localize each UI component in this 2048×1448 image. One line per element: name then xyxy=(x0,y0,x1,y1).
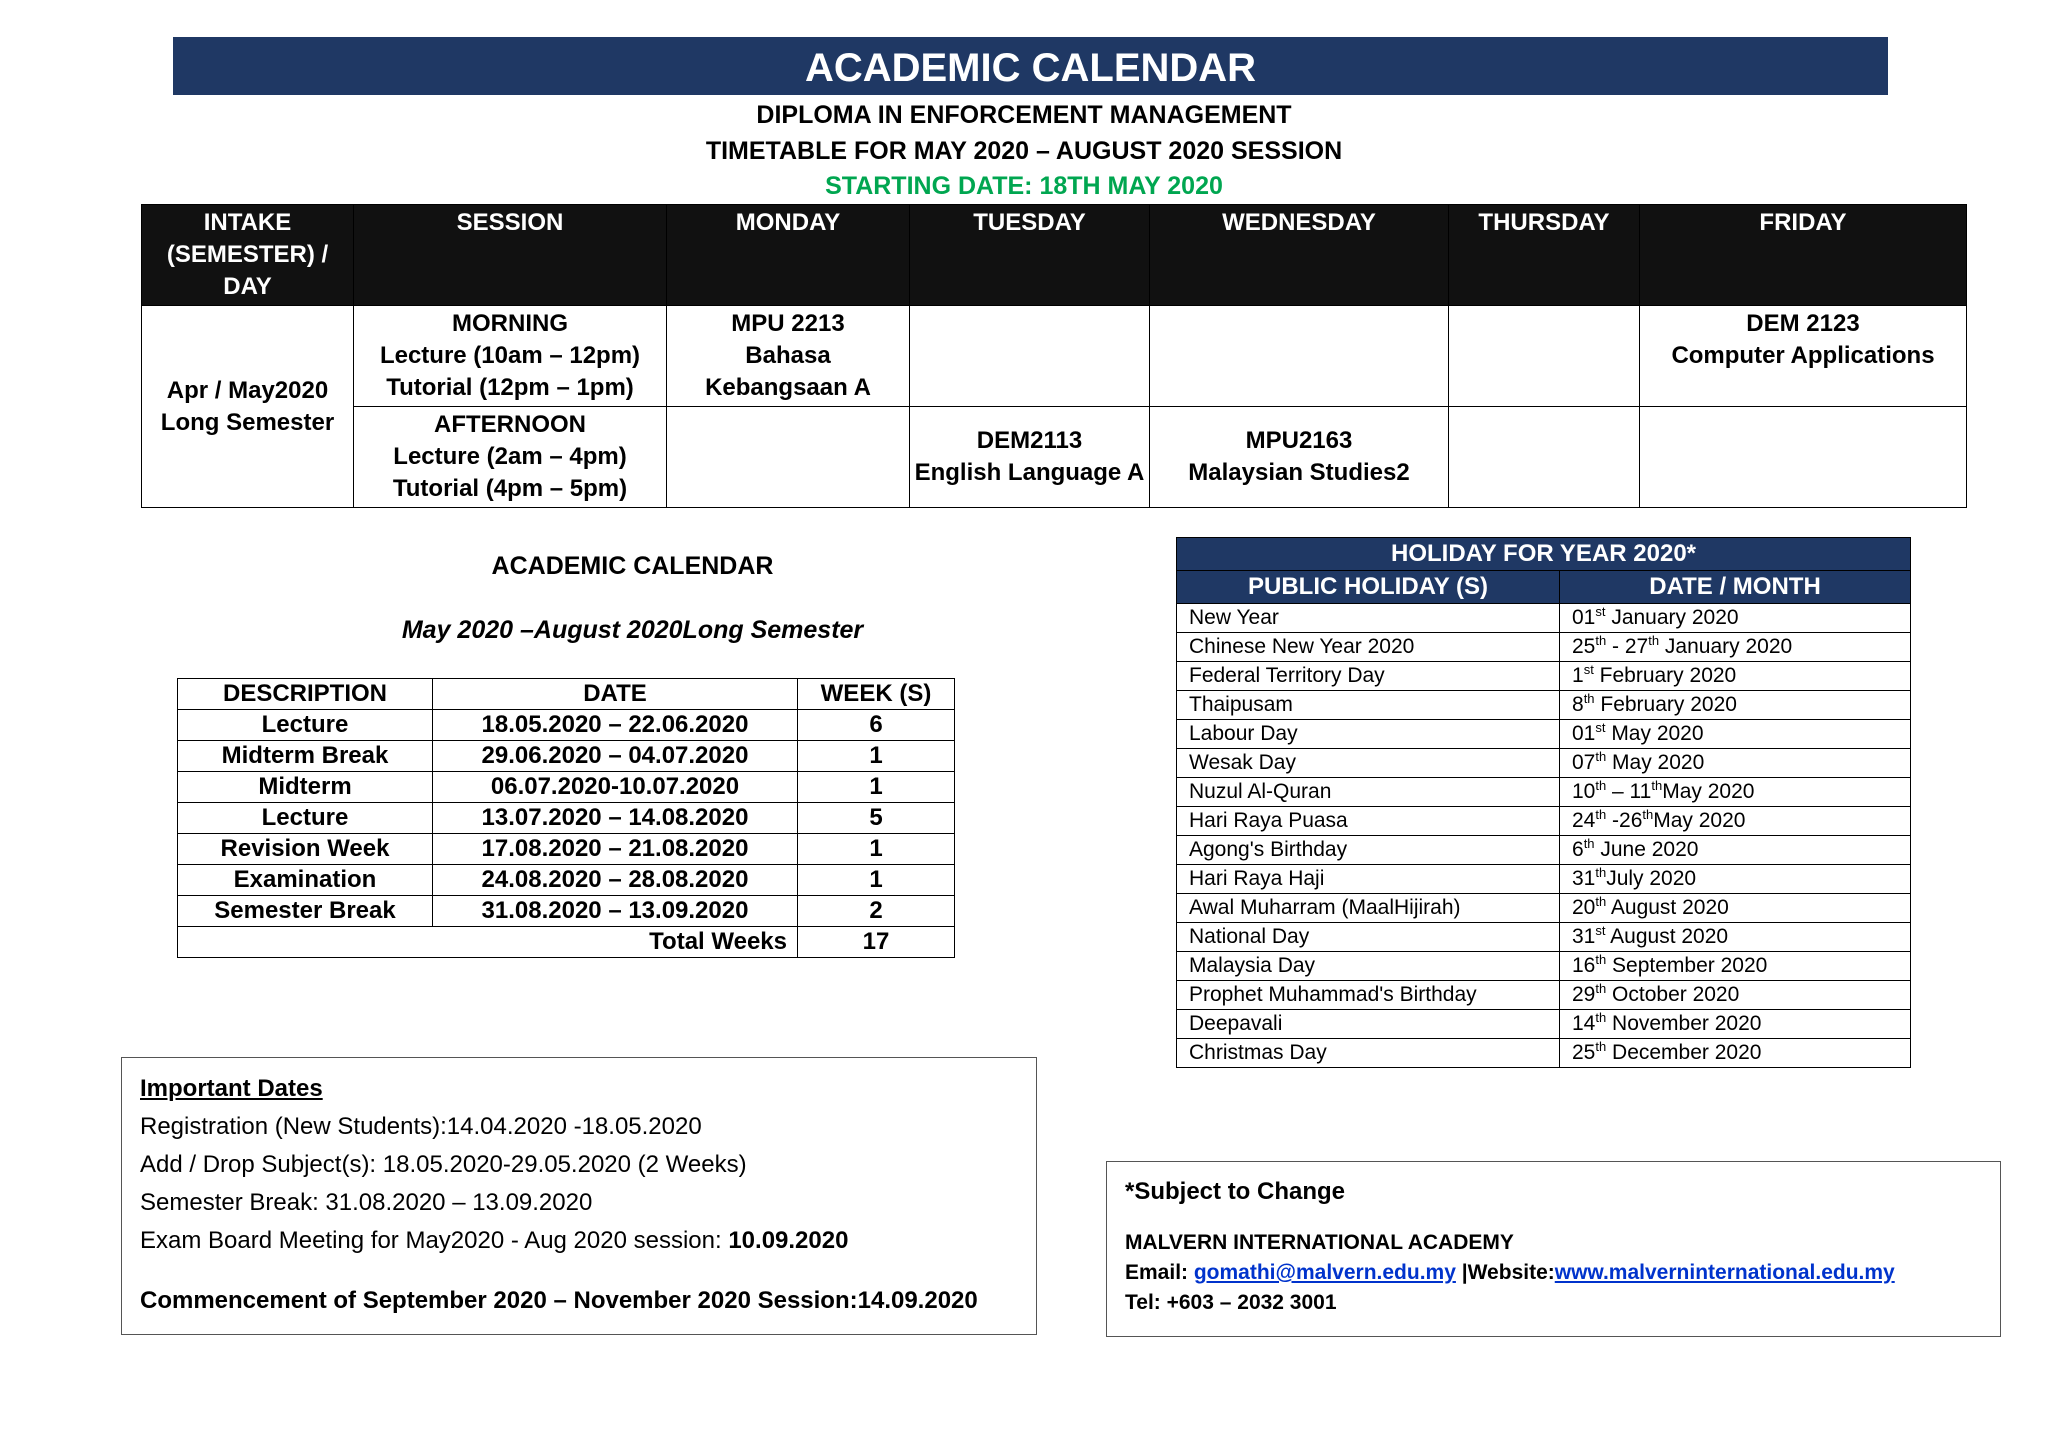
semester-date: 31.08.2020 – 13.09.2020 xyxy=(433,896,798,927)
date-text: 07 xyxy=(1572,751,1596,774)
semester-total-row xyxy=(178,927,955,958)
email-link[interactable]: gomathi@malvern.edu.my xyxy=(1193,1261,1456,1284)
semester-weeks: 1 xyxy=(798,865,955,896)
date-ordinal-suffix: th xyxy=(1595,894,1607,909)
timetable-title: TIMETABLE FOR MAY 2020 – AUGUST 2020 SESSION xyxy=(705,137,1343,165)
col-friday: FRIDAY xyxy=(1640,205,1967,306)
monday-morning-cell xyxy=(667,306,910,407)
holiday-name: Federal Territory Day xyxy=(1177,662,1560,691)
date-text: February 2020 xyxy=(1593,664,1737,687)
holiday-row xyxy=(1177,662,1911,691)
header-date: DATE xyxy=(433,679,798,710)
holiday-row xyxy=(1177,778,1911,807)
subject-code: MPU 2213 xyxy=(731,310,845,337)
semester-row xyxy=(178,710,955,741)
holiday-name: New Year xyxy=(1177,604,1560,633)
holiday-date xyxy=(1560,981,1911,1010)
subject-code: MPU2163 xyxy=(1245,427,1353,454)
holiday-row xyxy=(1177,691,1911,720)
holiday-row xyxy=(1177,633,1911,662)
semester-header-row xyxy=(178,679,955,710)
holiday-row xyxy=(1177,1039,1911,1068)
session-tutorial: Tutorial (12pm – 1pm) xyxy=(386,374,634,401)
date-ordinal-suffix: th xyxy=(1595,633,1607,648)
semester-date: 29.06.2020 – 04.07.2020 xyxy=(433,741,798,772)
semester-date: 24.08.2020 – 28.08.2020 xyxy=(433,865,798,896)
holiday-name: Prophet Muhammad's Birthday xyxy=(1177,981,1560,1010)
date-text: 24 xyxy=(1572,809,1596,832)
exam-board-label: Exam Board Meeting for May2020 - Aug 2020 session: xyxy=(140,1227,729,1254)
holiday-date xyxy=(1560,633,1911,662)
holiday-row xyxy=(1177,894,1911,923)
holiday-row xyxy=(1177,923,1911,952)
col-session: SESSION xyxy=(354,205,667,306)
thursday-afternoon-cell xyxy=(1449,407,1640,508)
date-text: 1 xyxy=(1572,664,1584,687)
date-text: -26 xyxy=(1606,809,1643,832)
date-text: November 2020 xyxy=(1606,1012,1762,1035)
date-ordinal-suffix: th xyxy=(1595,778,1607,793)
date-text: December 2020 xyxy=(1606,1041,1762,1064)
semester-description: Lecture xyxy=(178,710,433,741)
date-ordinal-suffix: th xyxy=(1595,981,1607,996)
holiday-name: Christmas Day xyxy=(1177,1039,1560,1068)
morning-session-cell xyxy=(354,306,667,407)
holiday-date xyxy=(1560,778,1911,807)
holiday-header-row xyxy=(1177,571,1911,604)
date-text: June 2020 xyxy=(1594,838,1699,861)
timetable-header-row xyxy=(142,205,1967,306)
semester-description: Midterm Break xyxy=(178,741,433,772)
add-drop-line: Add / Drop Subject(s): 18.05.2020-29.05.2020 (2 Weeks) xyxy=(140,1151,747,1178)
semester-weeks: 1 xyxy=(798,741,955,772)
col-monday: MONDAY xyxy=(667,205,910,306)
monday-afternoon-cell xyxy=(667,407,910,508)
holiday-name: Awal Muharram (MaalHijirah) xyxy=(1177,894,1560,923)
intake-line: Long Semester xyxy=(160,408,335,436)
semester-weeks: 1 xyxy=(798,772,955,803)
header-weeks: WEEK (S) xyxy=(798,679,955,710)
session-tutorial: Tutorial (4pm – 5pm) xyxy=(392,475,628,502)
col-intake: INTAKE (SEMESTER) / DAY xyxy=(142,205,354,306)
holiday-row xyxy=(1177,807,1911,836)
date-ordinal-suffix: th xyxy=(1595,865,1607,880)
morning-row xyxy=(142,306,1967,407)
holiday-row xyxy=(1177,720,1911,749)
date-text: 20 xyxy=(1572,896,1596,919)
semester-description: Semester Break xyxy=(178,896,433,927)
holiday-name: Malaysia Day xyxy=(1177,952,1560,981)
timetable xyxy=(141,204,1967,508)
subject-name: English Language A xyxy=(914,459,1145,486)
date-ordinal-suffix: th xyxy=(1595,749,1607,764)
holiday-name: Chinese New Year 2020 xyxy=(1177,633,1560,662)
website-label: |Website: xyxy=(1455,1261,1555,1284)
date-text: 6 xyxy=(1572,838,1584,861)
commencement-line: Commencement of September 2020 – November 2020 Session:14.09.2020 xyxy=(140,1287,978,1314)
total-weeks-label: Total Weeks xyxy=(178,927,798,958)
holiday-name: National Day xyxy=(1177,923,1560,952)
header-public-holiday: PUBLIC HOLIDAY (S) xyxy=(1177,571,1560,604)
holiday-row xyxy=(1177,981,1911,1010)
semester-row xyxy=(178,803,955,834)
holiday-name: Wesak Day xyxy=(1177,749,1560,778)
exam-board-date: 10.09.2020 xyxy=(728,1227,849,1254)
semester-description: Lecture xyxy=(178,803,433,834)
semester-date: 18.05.2020 – 22.06.2020 xyxy=(433,710,798,741)
holiday-date xyxy=(1560,952,1911,981)
semester-table xyxy=(177,678,955,958)
date-text: 25 xyxy=(1572,635,1596,658)
holiday-title-row xyxy=(1177,538,1911,571)
holiday-date xyxy=(1560,604,1911,633)
holiday-date xyxy=(1560,691,1911,720)
subject-code: DEM 2123 xyxy=(1746,310,1860,337)
date-ordinal-suffix: st xyxy=(1595,604,1606,619)
holiday-name: Hari Raya Haji xyxy=(1177,865,1560,894)
session-lecture: Lecture (10am – 12pm) xyxy=(379,342,641,369)
tuesday-morning-cell xyxy=(910,306,1150,407)
date-ordinal-suffix: st xyxy=(1595,720,1606,735)
subject-name: Kebangsaan A xyxy=(705,374,871,401)
date-ordinal-suffix: th xyxy=(1595,807,1607,822)
date-text: September 2020 xyxy=(1606,954,1768,977)
date-text: 8 xyxy=(1572,693,1584,716)
date-ordinal-suffix: th xyxy=(1651,778,1663,793)
website-link[interactable]: www.malverninternational.edu.my xyxy=(1554,1261,1895,1284)
afternoon-row xyxy=(142,407,1967,508)
session-label: AFTERNOON xyxy=(434,411,586,438)
holiday-date xyxy=(1560,1010,1911,1039)
date-text: July 2020 xyxy=(1606,867,1697,890)
email-website-line xyxy=(1125,1258,1982,1288)
date-ordinal-suffix: th xyxy=(1595,952,1607,967)
semester-row xyxy=(178,772,955,803)
holiday-name: Deepavali xyxy=(1177,1010,1560,1039)
col-thursday: THURSDAY xyxy=(1449,205,1640,306)
session-lecture: Lecture (2am – 4pm) xyxy=(393,443,627,470)
holiday-date xyxy=(1560,836,1911,865)
important-dates-title: Important Dates xyxy=(140,1075,323,1102)
email-label: Email: xyxy=(1125,1261,1194,1284)
holiday-row xyxy=(1177,749,1911,778)
holiday-row xyxy=(1177,952,1911,981)
holiday-name: Agong's Birthday xyxy=(1177,836,1560,865)
semester-date: 17.08.2020 – 21.08.2020 xyxy=(433,834,798,865)
date-text: August 2020 xyxy=(1606,896,1729,919)
holiday-date xyxy=(1560,749,1911,778)
header-description: DESCRIPTION xyxy=(178,679,433,710)
holiday-table xyxy=(1176,537,1911,1068)
subject-name: Bahasa xyxy=(745,342,831,369)
calendar-subtitle: May 2020 –August 2020Long Semester xyxy=(401,616,864,644)
holiday-date xyxy=(1560,894,1911,923)
col-tuesday: TUESDAY xyxy=(910,205,1150,306)
telephone-line: Tel: +603 – 2032 3001 xyxy=(1125,1291,1337,1314)
semester-weeks: 6 xyxy=(798,710,955,741)
holiday-date xyxy=(1560,865,1911,894)
holiday-row xyxy=(1177,865,1911,894)
semester-date: 13.07.2020 – 14.08.2020 xyxy=(433,803,798,834)
calendar-title: ACADEMIC CALENDAR xyxy=(491,552,774,580)
date-text: – 11 xyxy=(1606,780,1652,803)
semester-break-line: Semester Break: 31.08.2020 – 13.09.2020 xyxy=(140,1189,593,1216)
col-wednesday: WEDNESDAY xyxy=(1150,205,1449,306)
holiday-name: Nuzul Al-Quran xyxy=(1177,778,1560,807)
semester-description: Revision Week xyxy=(178,834,433,865)
holiday-date xyxy=(1560,720,1911,749)
friday-morning-cell xyxy=(1640,306,1967,407)
starting-date: STARTING DATE: 18TH MAY 2020 xyxy=(825,172,1223,200)
date-text: 29 xyxy=(1572,983,1596,1006)
subject-name: Computer Applications xyxy=(1671,342,1935,369)
holiday-row xyxy=(1177,604,1911,633)
date-text: May 2020 xyxy=(1606,751,1705,774)
date-ordinal-suffix: st xyxy=(1595,923,1606,938)
holiday-date xyxy=(1560,923,1911,952)
date-text: January 2020 xyxy=(1605,606,1739,629)
semester-row xyxy=(178,741,955,772)
date-text: 25 xyxy=(1572,1041,1596,1064)
semester-date: 06.07.2020-10.07.2020 xyxy=(433,772,798,803)
date-text: 10 xyxy=(1572,780,1596,803)
holiday-row xyxy=(1177,836,1911,865)
session-label: MORNING xyxy=(452,310,568,337)
date-text: May 2020 xyxy=(1662,780,1755,803)
semester-row xyxy=(178,834,955,865)
date-text: August 2020 xyxy=(1605,925,1729,948)
date-text: January 2020 xyxy=(1659,635,1793,658)
thursday-morning-cell xyxy=(1449,306,1640,407)
date-ordinal-suffix: th xyxy=(1583,836,1595,851)
date-text: 14 xyxy=(1572,1012,1596,1035)
banner-title: ACADEMIC CALENDAR xyxy=(173,37,1888,95)
date-text: 01 xyxy=(1572,606,1596,629)
date-text: - 27 xyxy=(1606,635,1649,658)
program-title: DIPLOMA IN ENFORCEMENT MANAGEMENT xyxy=(756,101,1292,129)
holiday-date xyxy=(1560,662,1911,691)
date-text: 31 xyxy=(1572,867,1596,890)
date-ordinal-suffix: th xyxy=(1642,807,1654,822)
date-ordinal-suffix: th xyxy=(1648,633,1660,648)
semester-description: Midterm xyxy=(178,772,433,803)
semester-weeks: 5 xyxy=(798,803,955,834)
total-weeks-value: 17 xyxy=(798,927,955,958)
holiday-row xyxy=(1177,1010,1911,1039)
date-text: May 2020 xyxy=(1605,722,1704,745)
date-ordinal-suffix: th xyxy=(1595,1039,1607,1054)
semester-row xyxy=(178,865,955,896)
holiday-name: Thaipusam xyxy=(1177,691,1560,720)
date-ordinal-suffix: th xyxy=(1583,691,1595,706)
date-text: May 2020 xyxy=(1653,809,1746,832)
semester-row xyxy=(178,896,955,927)
semester-weeks: 1 xyxy=(798,834,955,865)
date-ordinal-suffix: th xyxy=(1595,1010,1607,1025)
friday-afternoon-cell xyxy=(1640,407,1967,508)
tuesday-afternoon-cell xyxy=(910,407,1150,508)
holiday-name: Hari Raya Puasa xyxy=(1177,807,1560,836)
header-date-month: DATE / MONTH xyxy=(1560,571,1911,604)
subject-name: Malaysian Studies2 xyxy=(1188,459,1410,486)
holiday-title: HOLIDAY FOR YEAR 2020* xyxy=(1177,538,1911,571)
holiday-name: Labour Day xyxy=(1177,720,1560,749)
holiday-date xyxy=(1560,807,1911,836)
intake-cell xyxy=(142,306,354,508)
semester-weeks: 2 xyxy=(798,896,955,927)
date-text: February 2020 xyxy=(1594,693,1737,716)
important-dates-box xyxy=(121,1057,1037,1335)
afternoon-session-cell xyxy=(354,407,667,508)
date-text: 31 xyxy=(1572,925,1596,948)
subject-code: DEM2113 xyxy=(976,427,1083,454)
date-text: 01 xyxy=(1572,722,1596,745)
wednesday-afternoon-cell xyxy=(1150,407,1449,508)
exam-board-line xyxy=(140,1222,1018,1260)
wednesday-morning-cell xyxy=(1150,306,1449,407)
contact-box xyxy=(1106,1161,2001,1337)
organization-name: MALVERN INTERNATIONAL ACADEMY xyxy=(1125,1231,1514,1254)
date-ordinal-suffix: st xyxy=(1583,662,1594,677)
intake-line: Apr / May2020 xyxy=(166,376,329,404)
holiday-date xyxy=(1560,1039,1911,1068)
date-text: 16 xyxy=(1572,954,1596,977)
registration-line: Registration (New Students):14.04.2020 -18.05.2020 xyxy=(140,1113,702,1140)
date-text: October 2020 xyxy=(1606,983,1740,1006)
subject-to-change-note: *Subject to Change xyxy=(1125,1178,1346,1205)
semester-description: Examination xyxy=(178,865,433,896)
